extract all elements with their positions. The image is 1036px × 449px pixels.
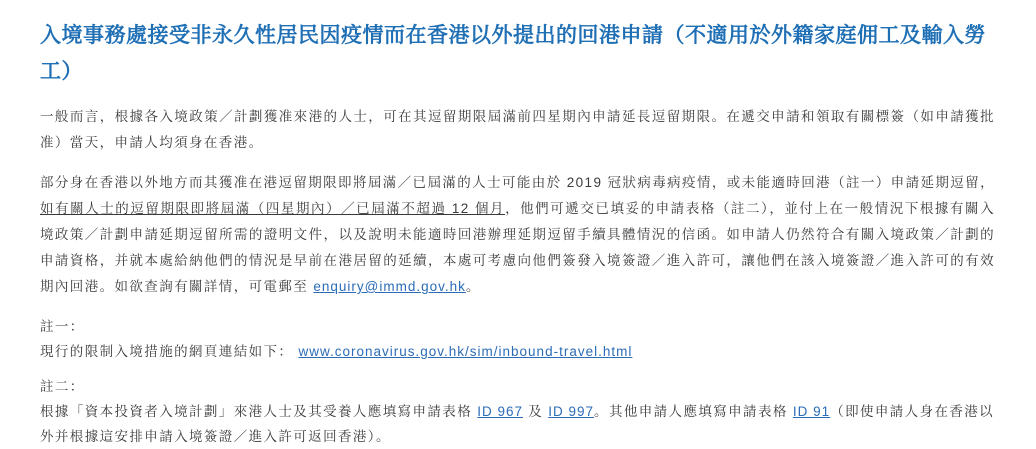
note-2-text-4: （即使申請人身在香港以外并根據這安排申請入境簽證／進入許可返回香港）。 — [40, 404, 995, 444]
note-1-label: 註一： — [40, 319, 85, 334]
paragraph-2-underlined-clause: 如有關人士的逗留期限即將屆滿（四星期內）／已屆滿不超過 12 個月 — [40, 201, 506, 216]
page-title: 入境事務處接受非永久性居民因疫情而在香港以外提出的回港申請（不適用於外籍家庭佣工及輸入勞工） — [40, 24, 986, 83]
note-2-text-2: 及 — [528, 404, 544, 419]
form-id91-link[interactable]: ID 91 — [792, 404, 831, 419]
form-id967-link[interactable]: ID 967 — [477, 404, 524, 419]
note-2-body — [40, 399, 995, 449]
note-2-label: 註二： — [40, 379, 85, 394]
note-1-body — [40, 339, 995, 364]
enquiry-email-link[interactable]: enquiry@immd.gov.hk — [313, 279, 466, 294]
paragraph-2-text-part-2: ，他們可遞交已填妥的申請表格（註二），並付上在一般情況下根據有關入境政策／計劃申請延期逗留所需的證明文件，以及說明未能適時回港辦理延期逗留手續具體情況的信函。如申請人仍然符合有關入境政策／計劃的申請資格，并就本處給納他們的情況是早前在港居留的延續，本處可考慮向他們簽發入境簽證／進入許可，讓他們在該入境簽證／進入許可的有效期內回港。如欲查詢有關詳情，可電郵至 — [40, 201, 996, 294]
inbound-travel-link[interactable]: www.coronavirus.gov.hk/sim/inbound-travel.html — [298, 344, 633, 359]
note-2-block — [40, 374, 998, 449]
form-id997-link[interactable]: ID 997 — [548, 404, 595, 419]
paragraph-2-text-part-1: 部分身在香港以外地方而其獲准在港逗留期限即將屆滿／已屆滿的人士可能由於 2019 冠狀病毒病疫情，或未能適時回港（註一）申請延期逗留， — [40, 175, 995, 190]
paragraph-2-text-end: 。 — [465, 279, 481, 294]
paragraph-general: 一般而言，根據各入境政策／計劃獲准來港的人士，可在其逗留期限屆滿前四星期內申請延長逗留期限。在遞交申請和領取有關標簽（如申請獲批准）當天，申請人均須身在香港。 — [40, 109, 995, 150]
note-2-text-3: 。其他申請人應填寫申請表格 — [594, 404, 788, 419]
paragraph-return-application — [40, 170, 995, 300]
note-1-block — [40, 314, 998, 364]
note-1-text: 現行的限制入境措施的網頁連結如下： — [40, 344, 294, 359]
note-2-text-1: 根據「資本投資者入境計劃」來港人士及其受養人應填寫申請表格 — [40, 404, 473, 419]
